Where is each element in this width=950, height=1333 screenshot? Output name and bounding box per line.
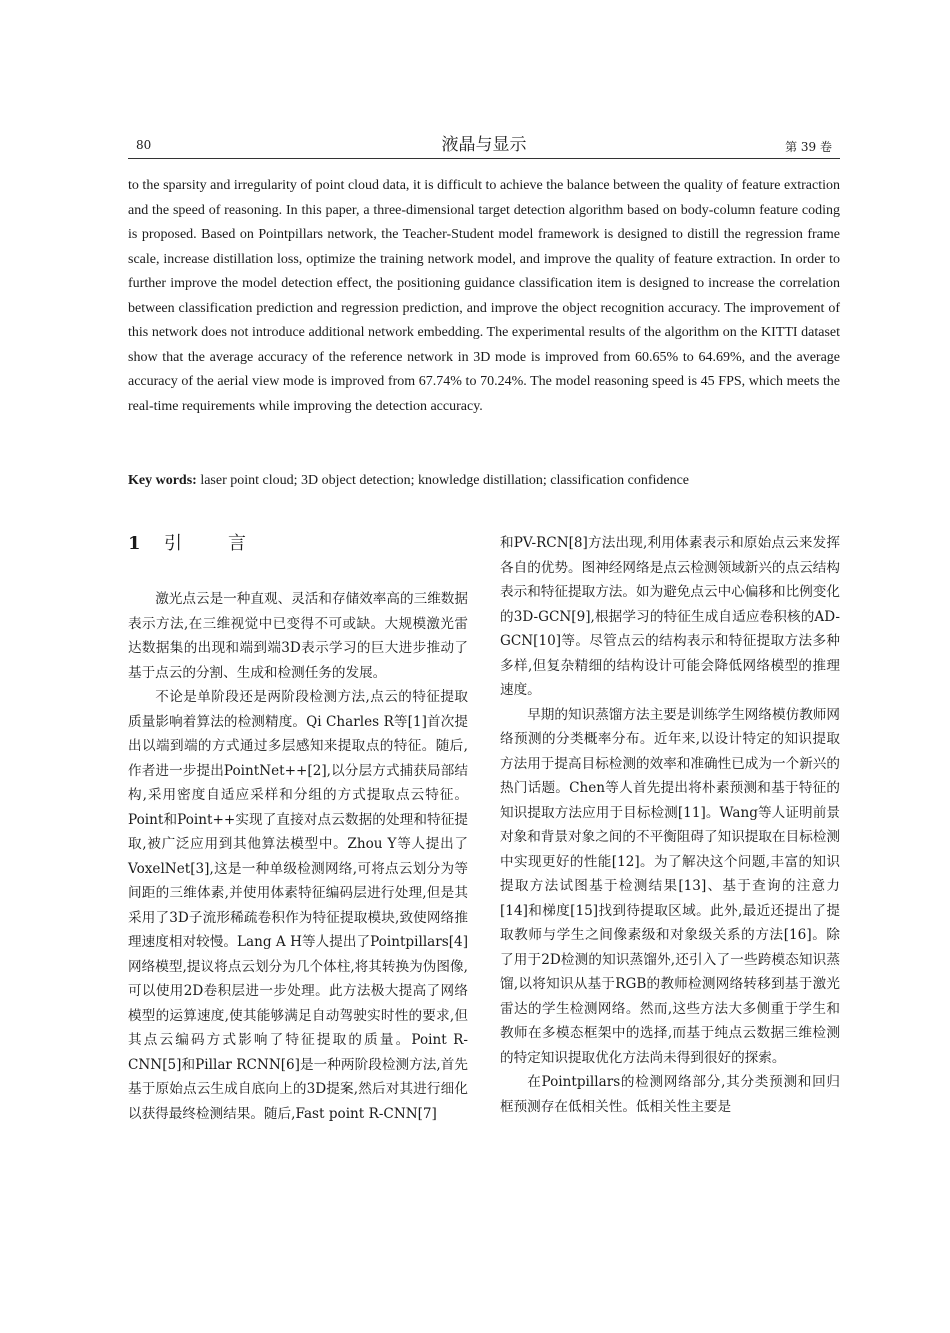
intro-paragraph-1: 激光点云是一种直观、灵活和存储效率高的三维数据表示方法,在三维视觉中已变得不可或缺。大规模激光雷达数据集的出现和端到端3D表示学习的巨大进步推动了基于点云的分割、生成和检测任务的发展。	[128, 591, 468, 681]
section-number: 1	[128, 533, 141, 554]
intro-paragraph-3: 早期的知识蒸馏方法主要是训练学生网络模仿教师网络预测的分类概率分布。近年来,以设计特定的知识提取方法用于提高目标检测的效率和准确性已成为一个新兴的热门话题。Chen等人首先提出将朴素预测和基于特征的知识提取方法应用于目标检测[11]。Wang等人证明前景对象和背景对象之间的不平衡阻碍了知识提取在目标检测中实现更好的性能[12]。为了解决这个问题,丰富的知识提取方法试图基于检测结果[13]、基于查询的注意力[14]和梯度[15]找到待提取区域。此外,最近还提出了提取教师与学生之间像素级和对象级关系的方法[16]。除了用于2D检测的知识蒸馏外,还引入了一些跨模态知识蒸馏,以将知识从基于RGB的教师检测网络转移到基于激光雷达的学生检测网络。然而,这些方法大多侧重于学生和教师在多模态框架中的选择,而基于纯点云数据三维检测的特定知识提取优化方法尚未得到很好的探索。	[500, 706, 840, 1066]
keywords-label: Key words:	[128, 473, 197, 488]
abstract-continued: to the sparsity and irregularity of point cloud data, it is difficult to achieve the balance between the quality of feature extraction and the speed of reasoning. In this paper, a three-dimensional target detection algorithm based on body-column feature coding is proposed. Based on Pointpillars network, the Teacher-Student model framework is designed to distill the regression frame scale, increase distillation loss, optimize the training network model, and improve the quality of feature extraction. In order to further improve the model detection effect, the positioning guidance classification item is designed to increase the correlation between classification prediction and regression prediction, and improve the object recognition accuracy. The improvement of this network does not introduce additional network embedding. The experimental results of the algorithm on the KITTI dataset show that the average accuracy of the reference network in 3D mode is improved from 60.65% to 64.69%, and the average accuracy of the aerial view mode is improved from 67.74% to 70.24%. The model reasoning speed is 45 FPS, which meets the real-time requirements while improving the detection accuracy.	[128, 178, 840, 414]
left-column	[128, 531, 468, 1126]
volume-label: 第 39 卷	[785, 140, 832, 154]
journal-name: 液晶与显示	[441, 135, 527, 155]
intro-paragraph-2-continued: 和PV-RCN[8]方法出现,利用体素表示和原始点云来发挥各自的优势。图神经网络是点云检测领域新兴的点云结构表示和特征提取方法。如为避免点云中心偏移和比例变化的3D-GCN[9],根据学习的特征生成自适应卷积核的AD-GCN[10]等。尽管点云的结构表示和特征提取方法多种多样,但复杂精细的结构设计可能会降低网络模型的推理速度。	[500, 535, 840, 698]
keywords	[128, 469, 840, 493]
right-column	[500, 531, 840, 1119]
section-title-char-2: 言	[228, 533, 246, 554]
section-title-char-1: 引	[164, 533, 182, 554]
intro-paragraph-4: 在Pointpillars的检测网络部分,其分类预测和回归框预测存在低相关性。低相关性主要是	[500, 1074, 840, 1115]
page-header	[128, 128, 840, 159]
section-heading	[128, 531, 468, 557]
keywords-text: laser point cloud; 3D object detection; knowledge distillation; classification confidence	[196, 473, 690, 488]
intro-paragraph-2: 不论是单阶段还是两阶段检测方法,点云的特征提取质量影响着算法的检测精度。Qi Charles R等[1]首次提出以端到端的方式通过多层感知来提取点的特征。随后,作者进一步提出PointNet++[2],以分层方式捕获局部结构,采用密度自适应采样和分组的方式提取点云特征。Point和Point++实现了直接对点云数据的处理和特征提取,被广泛应用到其他算法模型中。Zhou Y等人提出了VoxelNet[3],这是一种单级检测网络,可将点云划分为等间距的三维体素,并使用体素特征编码层进行处理,但是其采用了3D子流形稀疏卷积作为特征提取模块,致使网络推理速度相对较慢。Lang A H等人提出了Pointpillars[4]网络模型,提议将点云划分为几个体柱,将其转换为伪图像,可以使用2D卷积层进一步处理。此方法极大提高了网络模型的运算速度,使其能够满足自动驾驶实时性的要求,但其点云编码方式影响了特征提取的质量。Point R-CNN[5]和Pillar RCNN[6]是一种两阶段检测方法,首先基于原始点云生成自底向上的3D提案,然后对其进行细化以获得最终检测结果。随后,Fast point R-CNN[7]	[128, 689, 468, 1122]
page-number: 80	[136, 138, 152, 152]
